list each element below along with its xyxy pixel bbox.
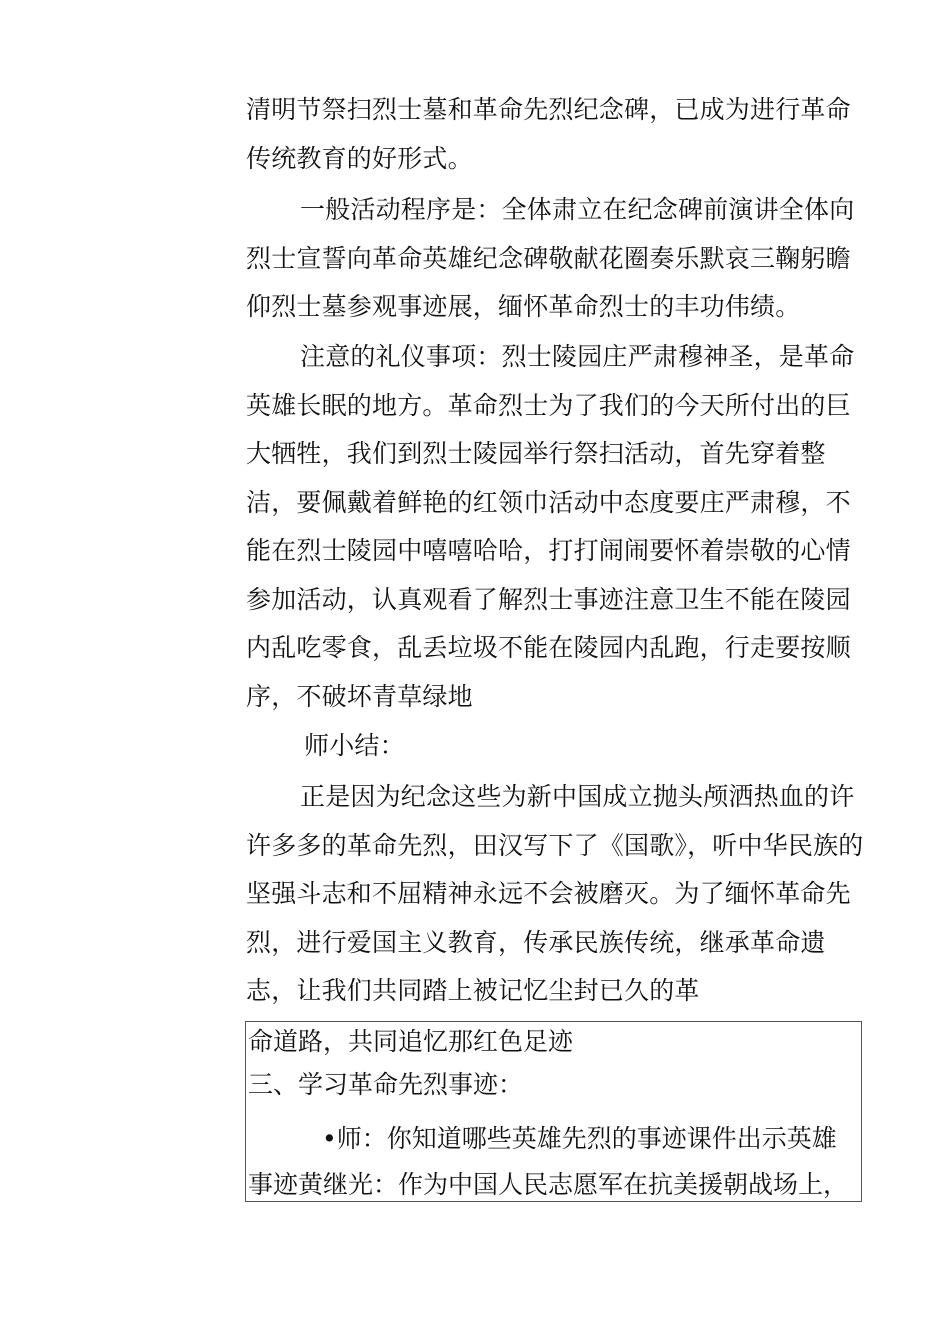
box-line-huang-jiguang: 事迹黄继光：作为中国人民志愿军在抗美援朝战场上， <box>248 1170 849 1199</box>
bordered-text-box <box>245 1021 862 1202</box>
paragraph-teacher-summary-heading: 师小结： <box>304 731 405 760</box>
paragraph-etiquette-notes: 注意的礼仪事项：烈士陵园庄严肃穆神圣，是革命英雄长眠的地方。革命烈士为了我们的今天所付出的巨大牺牲，我们到烈士陵园举行祭扫活动，首先穿着整洁，要佩戴着鲜艳的红领巾活动中态度要庄严肃穆，不能在烈士陵园中嘻嘻哈哈，打打闹闹要怀着崇敬的心情参加活动，认真观看了解烈士事迹注意卫生不能在陵园内乱吃零食，乱丢垃圾不能在陵园内乱跑，行走要按顺序，不破坏青草绿地 <box>246 342 855 711</box>
box-line-section-three-heading: 三、学习革命先烈事迹： <box>248 1070 524 1099</box>
paragraph-teacher-summary: 正是因为纪念这些为新中国成立抛头颅洒热血的许许多多的革命先烈，田汉写下了《国歌》，听中华民族的坚强斗志和不屈精神永远不会被磨灭。为了缅怀革命先烈，进行爱国主义教育，传承民族传统，继承革命遗志，让我们共同踏上被记忆尘封已久的革 <box>246 782 864 1005</box>
paragraph-tomb-sweeping: 清明节祭扫烈士墓和革命先烈纪念碑，已成为进行革命传统教育的好形式。 <box>246 95 851 173</box>
paragraph-activity-procedure: 一般活动程序是：全体肃立在纪念碑前演讲全体向烈士宣誓向革命英雄纪念碑敬献花圈奏乐默哀三鞠躬瞻仰烈士墓参观事迹展，缅怀革命烈士的丰功伟绩。 <box>246 195 855 321</box>
box-line-teacher-question: •师：你知道哪些英雄先烈的事迹课件出示英雄 <box>322 1124 837 1153</box>
box-line-red-footprints: 命道路，共同追忆那红色足迹 <box>248 1027 574 1056</box>
